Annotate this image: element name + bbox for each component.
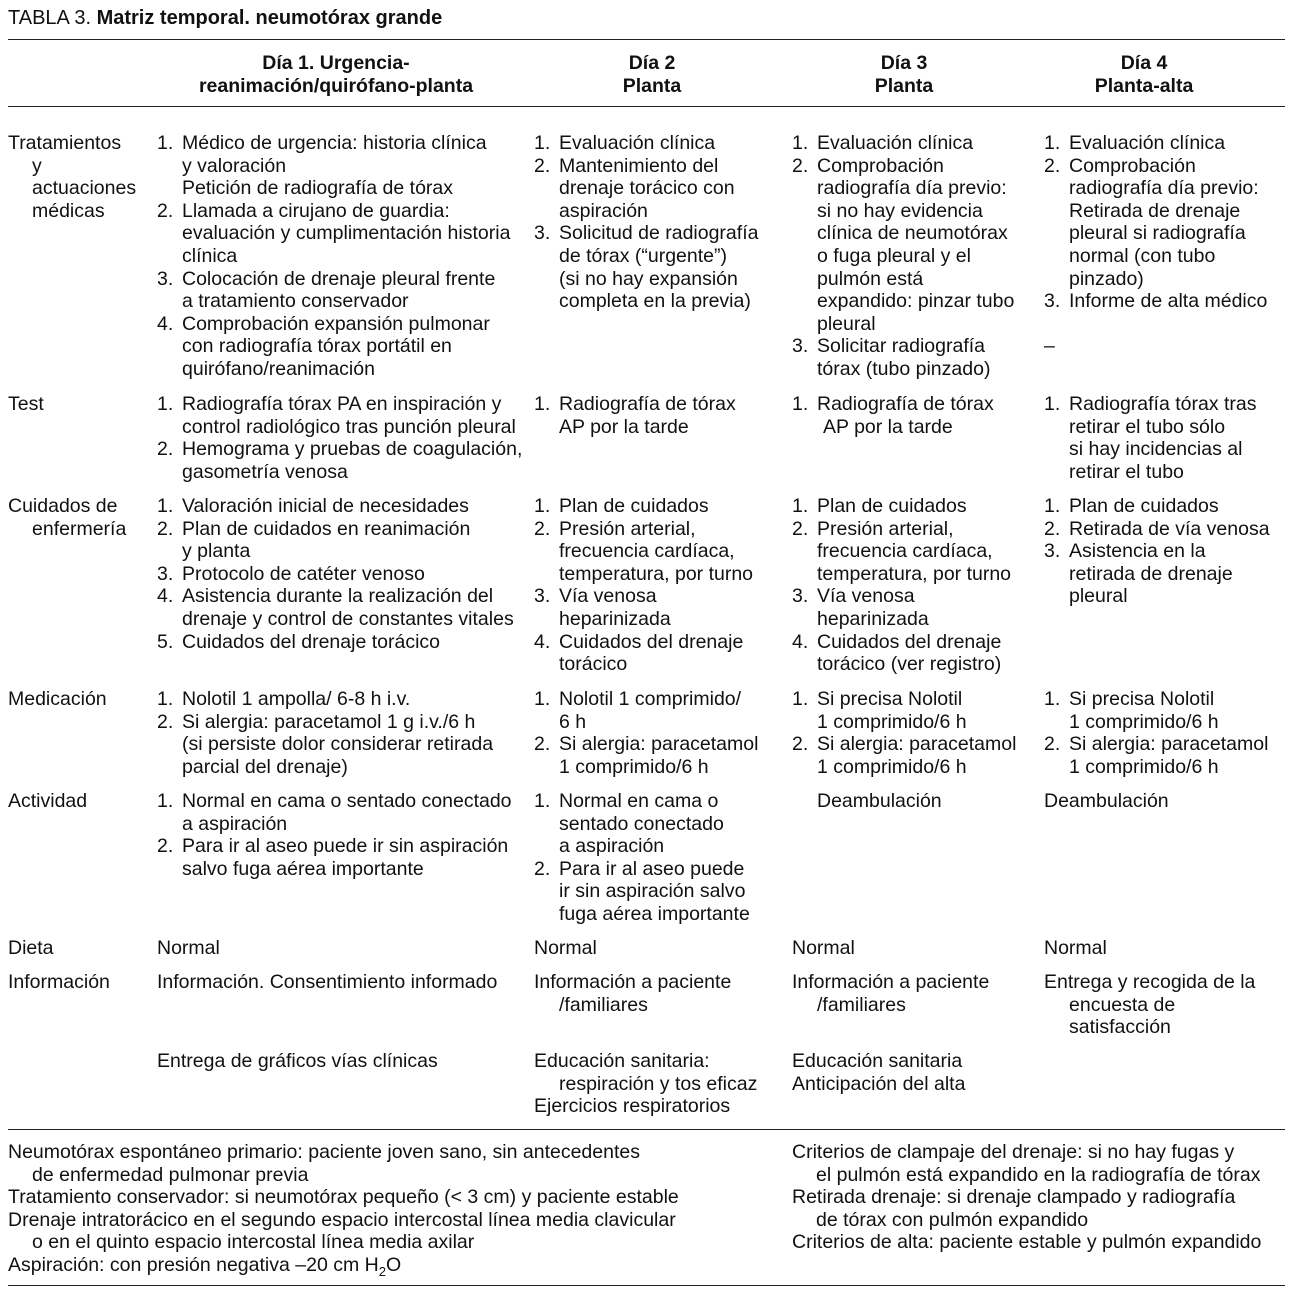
list-item bbox=[157, 631, 514, 654]
list-item bbox=[157, 438, 522, 483]
list-item bbox=[157, 313, 510, 381]
header-day-4 bbox=[1044, 52, 1244, 97]
item-line: 1 comprimido/6 h bbox=[817, 710, 967, 733]
item-line: Para ir al aseo puede ir sin aspiración bbox=[182, 835, 509, 858]
header-day-1-line-1: Día 1. Urgencia- bbox=[262, 52, 410, 74]
item-line: Vía venosa bbox=[817, 585, 915, 608]
cell-test-day-4 bbox=[1044, 393, 1257, 483]
list-item bbox=[157, 790, 512, 835]
item-line: Valoración inicial de necesidades bbox=[182, 495, 469, 517]
list-item bbox=[157, 711, 493, 779]
list-item bbox=[534, 858, 750, 926]
item-line: 6 h bbox=[559, 710, 587, 733]
list-item bbox=[1044, 155, 1267, 291]
cell-cuidados-day-4 bbox=[1044, 495, 1270, 608]
cell-line: Entrega y recogida de la bbox=[1044, 971, 1256, 993]
item-line: si no hay evidencia bbox=[817, 199, 983, 222]
item-line: heparinizada bbox=[559, 607, 671, 630]
cell-line: Anticipación del alta bbox=[792, 1072, 966, 1095]
item-number: 3. bbox=[157, 267, 174, 290]
item-line: aspiración bbox=[559, 199, 648, 222]
item-line: torácico bbox=[559, 653, 628, 676]
list-item bbox=[157, 688, 493, 711]
list-item bbox=[792, 733, 1016, 778]
header-day-4-line-2: Planta-alta bbox=[1094, 74, 1194, 97]
cell-informacion-day-3 bbox=[792, 971, 989, 1016]
item-line: y planta bbox=[182, 540, 251, 563]
item-number: 2. bbox=[1044, 517, 1061, 540]
list-item bbox=[1044, 132, 1267, 155]
item-line: frecuencia cardíaca, bbox=[559, 540, 735, 563]
item-line: a aspiración bbox=[559, 835, 665, 858]
item-line: con radiografía tórax portátil en bbox=[182, 335, 452, 358]
item-number: 3. bbox=[792, 335, 809, 358]
header-day-1-line-2: reanimación/quirófano-planta bbox=[198, 74, 474, 97]
item-number: 3. bbox=[1044, 290, 1061, 313]
cell-informacion2-day-2 bbox=[534, 1050, 757, 1118]
list-item bbox=[1044, 518, 1270, 541]
row-label-line: enfermería bbox=[32, 517, 127, 540]
cell-medicacion-day-1 bbox=[157, 688, 493, 778]
row-label-line: y bbox=[32, 154, 42, 177]
item-number: 2. bbox=[157, 438, 174, 461]
item-number: 3. bbox=[1044, 540, 1061, 563]
item-line: o fuga pleural y el bbox=[817, 244, 971, 267]
item-line: Si precisa Nolotil bbox=[1069, 688, 1215, 710]
item-line: AP por la tarde bbox=[823, 415, 953, 438]
row-label-cuidados bbox=[8, 495, 126, 540]
row-label-actividad bbox=[8, 790, 87, 813]
list-item bbox=[1044, 290, 1267, 313]
item-number: 1. bbox=[534, 495, 551, 517]
item-line: Petición de radiografía de tórax bbox=[182, 177, 454, 200]
list-item bbox=[792, 518, 1011, 586]
item-number: 2. bbox=[534, 733, 551, 756]
list-item bbox=[157, 132, 510, 200]
list-item bbox=[792, 132, 1014, 155]
cell-informacion-day-4 bbox=[1044, 971, 1255, 1039]
list-item bbox=[157, 393, 522, 438]
item-number: 1. bbox=[157, 132, 174, 154]
item-line: Presión arterial, bbox=[559, 517, 696, 540]
cell-cuidados-day-3 bbox=[792, 495, 1011, 676]
cell-actividad-day-4: Deambulación bbox=[1044, 790, 1169, 812]
footnote-line: el pulmón está expandido en la radiografía de tórax bbox=[816, 1163, 1261, 1186]
item-line: (si no hay expansión bbox=[559, 267, 738, 290]
list-item bbox=[1044, 495, 1270, 518]
item-line: Cuidados del drenaje bbox=[559, 630, 744, 653]
cell-line: Educación sanitaria bbox=[792, 1050, 963, 1072]
item-line: retirar el tubo bbox=[1069, 460, 1184, 483]
item-line: si hay incidencias al bbox=[1069, 438, 1243, 461]
footnote-line: de enfermedad pulmonar previa bbox=[32, 1163, 309, 1186]
row-label-test bbox=[8, 393, 44, 416]
footnote-line: Retirada drenaje: si drenaje clampado y radiografía bbox=[792, 1186, 1236, 1209]
cell-dieta-day-4: Normal bbox=[1044, 937, 1107, 959]
header-day-3 bbox=[804, 52, 1004, 97]
cell-tratamientos-day-3 bbox=[792, 132, 1014, 381]
item-number: 1. bbox=[534, 790, 551, 812]
header-rule bbox=[8, 106, 1285, 107]
item-line: Plan de cuidados en reanimación bbox=[182, 517, 471, 540]
list-item bbox=[157, 200, 510, 268]
list-item bbox=[157, 563, 514, 586]
header-day-4-line-1: Día 4 bbox=[1120, 52, 1168, 74]
item-number: 1. bbox=[792, 393, 809, 415]
item-number: 4. bbox=[157, 585, 174, 608]
cell-informacion2-day-1: Entrega de gráficos vías clínicas bbox=[157, 1050, 438, 1072]
header-day-2-line-1: Día 2 bbox=[628, 52, 676, 74]
item-number: 1. bbox=[792, 688, 809, 710]
list-item bbox=[534, 585, 753, 630]
item-line: tórax (tubo pinzado) bbox=[817, 357, 991, 380]
footnote-text: O bbox=[385, 1253, 402, 1276]
item-line: torácico (ver registro) bbox=[817, 653, 1002, 676]
list-item bbox=[1044, 688, 1268, 733]
item-number: 3. bbox=[792, 585, 809, 608]
item-line: Presión arterial, bbox=[817, 517, 954, 540]
list-item bbox=[792, 495, 1011, 518]
item-line: 1 comprimido/6 h bbox=[559, 755, 709, 778]
item-line: normal (con tubo bbox=[1069, 244, 1216, 267]
item-line: fuga aérea importante bbox=[559, 902, 750, 925]
header-day-3-line-1: Día 3 bbox=[880, 52, 928, 74]
cell-dieta-day-1: Normal bbox=[157, 937, 220, 959]
item-line: ir sin aspiración salvo bbox=[559, 880, 746, 903]
cell-medicacion-day-2 bbox=[534, 688, 758, 778]
item-line: Solicitud de radiografía bbox=[559, 222, 759, 245]
item-line: Normal en cama o bbox=[559, 790, 719, 812]
list-item bbox=[534, 222, 758, 312]
item-number: 1. bbox=[1044, 688, 1061, 710]
top-rule bbox=[8, 39, 1285, 40]
item-number: 4. bbox=[792, 630, 809, 653]
footnote-line: Neumotórax espontáneo primario: paciente joven sano, sin antecedentes bbox=[8, 1141, 640, 1163]
item-line: Retirada de vía venosa bbox=[1069, 517, 1270, 540]
table-caption bbox=[8, 6, 442, 30]
item-number: 2. bbox=[1044, 154, 1061, 177]
row-label-line: Cuidados de bbox=[8, 495, 118, 517]
item-line: Comprobación expansión pulmonar bbox=[182, 312, 490, 335]
list-item bbox=[1044, 540, 1270, 608]
cell-tratamientos-day-2 bbox=[534, 132, 758, 313]
cell-actividad-day-1 bbox=[157, 790, 512, 880]
item-line: Retirada de drenaje bbox=[1069, 199, 1241, 222]
item-line: Cuidados del drenaje torácico bbox=[182, 630, 440, 653]
item-number: 1. bbox=[157, 495, 174, 517]
item-line: Protocolo de catéter venoso bbox=[182, 562, 425, 585]
cell-test-day-3 bbox=[792, 393, 994, 438]
item-number: 1. bbox=[534, 393, 551, 415]
item-line: drenaje torácico con bbox=[559, 177, 735, 200]
row-label-dieta bbox=[8, 937, 54, 960]
header-day-2 bbox=[552, 52, 752, 97]
item-number: 2. bbox=[534, 857, 551, 880]
caption-prefix: TABLA 3. bbox=[8, 7, 97, 29]
list-item bbox=[534, 495, 753, 518]
item-number: 2. bbox=[1044, 733, 1061, 756]
cell-tratamientos-day-1 bbox=[157, 132, 510, 381]
list-item bbox=[157, 495, 514, 518]
cell-line: Información a paciente bbox=[534, 971, 732, 993]
item-line: Evaluación clínica bbox=[817, 132, 974, 154]
cell-test-day-2 bbox=[534, 393, 736, 438]
item-line: Plan de cuidados bbox=[559, 495, 709, 517]
list-item bbox=[157, 268, 510, 313]
list-item bbox=[534, 155, 758, 223]
item-line: Si alergia: paracetamol bbox=[1069, 733, 1269, 756]
list-item bbox=[534, 393, 736, 438]
row-label-line: actuaciones bbox=[32, 177, 137, 200]
item-line: Hemograma y pruebas de coagulación, bbox=[182, 438, 523, 461]
item-line: Normal en cama o sentado conectado bbox=[182, 790, 512, 812]
list-item bbox=[1044, 733, 1268, 778]
item-line: Radiografía tórax tras bbox=[1069, 393, 1257, 415]
item-line: 1 comprimido/6 h bbox=[1069, 710, 1219, 733]
list-item bbox=[534, 631, 753, 676]
item-number: 2. bbox=[792, 517, 809, 540]
item-number: 3. bbox=[534, 222, 551, 245]
item-line: Comprobación bbox=[817, 154, 944, 177]
cell-dieta-day-2: Normal bbox=[534, 937, 597, 959]
item-line: y valoración bbox=[182, 154, 287, 177]
row-label-line: médicas bbox=[32, 199, 105, 222]
item-number: 4. bbox=[157, 312, 174, 335]
row-label-line: Actividad bbox=[8, 790, 88, 812]
item-line: temperatura, por turno bbox=[817, 562, 1012, 585]
item-line: Nolotil 1 ampolla/ 6-8 h i.v. bbox=[182, 688, 411, 710]
list-item bbox=[792, 155, 1014, 336]
item-line: Evaluación clínica bbox=[1069, 132, 1226, 154]
item-number: 1. bbox=[792, 495, 809, 517]
item-line: 1 comprimido/6 h bbox=[1069, 755, 1219, 778]
item-line: de tórax (“urgente”) bbox=[559, 244, 727, 267]
footnote-line: o en el quinto espacio intercostal línea media axilar bbox=[32, 1231, 475, 1254]
item-number: 4. bbox=[534, 630, 551, 653]
cell-line: Información a paciente bbox=[792, 971, 990, 993]
item-line: Si precisa Nolotil bbox=[817, 688, 963, 710]
footnote-line: Tratamiento conservador: si neumotórax pequeño (< 3 cm) y paciente estable bbox=[8, 1186, 679, 1209]
cell-medicacion-day-3 bbox=[792, 688, 1016, 778]
dash-placeholder: – bbox=[1044, 335, 1055, 358]
item-line: parcial del drenaje) bbox=[182, 755, 348, 778]
item-line: 1 comprimido/6 h bbox=[817, 755, 967, 778]
cell-actividad-day-3: Deambulación bbox=[817, 790, 942, 812]
item-line: Asistencia en la bbox=[1069, 540, 1206, 563]
footer-rule bbox=[8, 1129, 1285, 1130]
item-number: 2. bbox=[157, 835, 174, 858]
list-item bbox=[157, 585, 514, 630]
item-line: drenaje y control de constantes vitales bbox=[182, 607, 514, 630]
cell-line: /familiares bbox=[817, 993, 906, 1016]
footnote-text: Aspiración: con presión negativa –20 cm H bbox=[8, 1253, 379, 1276]
item-number: 1. bbox=[1044, 393, 1061, 415]
cell-line: satisfacción bbox=[1069, 1016, 1171, 1039]
item-line: Evaluación clínica bbox=[559, 132, 716, 154]
item-line: control radiológico tras punción pleural bbox=[182, 415, 516, 438]
cell-medicacion-day-4 bbox=[1044, 688, 1268, 778]
item-number: 2. bbox=[157, 517, 174, 540]
item-line: expandido: pinzar tubo bbox=[817, 290, 1015, 313]
cell-line: /familiares bbox=[559, 993, 648, 1016]
footnote-aspiracion bbox=[8, 1254, 679, 1277]
cell-informacion-day-1: Información. Consentimiento informado bbox=[157, 971, 498, 993]
item-line: Nolotil 1 comprimido/ bbox=[559, 688, 742, 710]
item-number: 1. bbox=[534, 132, 551, 154]
item-line: Radiografía de tórax bbox=[817, 393, 994, 415]
item-line: frecuencia cardíaca, bbox=[817, 540, 993, 563]
row-label-tratamientos bbox=[8, 132, 136, 222]
item-line: Radiografía de tórax bbox=[559, 393, 736, 415]
header-day-2-line-2: Planta bbox=[622, 74, 682, 97]
list-item bbox=[792, 335, 1014, 380]
item-line: Plan de cuidados bbox=[1069, 495, 1219, 517]
item-line: Si alergia: paracetamol bbox=[817, 733, 1017, 756]
item-number: 1. bbox=[534, 688, 551, 710]
cell-test-day-1 bbox=[157, 393, 522, 483]
item-number: 1. bbox=[792, 132, 809, 154]
row-label-informacion bbox=[8, 971, 110, 994]
cell-informacion2-day-3 bbox=[792, 1050, 965, 1095]
item-line: Médico de urgencia: historia clínica bbox=[182, 132, 487, 154]
list-item bbox=[157, 518, 514, 563]
header-day-1 bbox=[157, 52, 515, 97]
row-label-line: Medicación bbox=[8, 688, 107, 710]
item-line: Para ir al aseo puede bbox=[559, 857, 745, 880]
bottom-rule bbox=[8, 1285, 1285, 1286]
subscript: 2 bbox=[378, 1263, 386, 1279]
list-item bbox=[534, 688, 758, 733]
cell-line: respiración y tos eficaz bbox=[559, 1072, 758, 1095]
cell-cuidados-day-1 bbox=[157, 495, 514, 653]
list-item bbox=[792, 393, 994, 438]
item-line: pinzado) bbox=[1069, 267, 1144, 290]
list-item bbox=[792, 585, 1011, 630]
cell-dieta-day-3: Normal bbox=[792, 937, 855, 959]
footnote-line: Drenaje intratorácico en el segundo espacio intercostal línea media clavicular bbox=[8, 1208, 676, 1231]
item-line: Informe de alta médico bbox=[1069, 290, 1268, 313]
item-line: Colocación de drenaje pleural frente bbox=[182, 267, 496, 290]
item-number: 2. bbox=[534, 154, 551, 177]
item-line: quirófano/reanimación bbox=[182, 357, 375, 380]
item-line: retirar el tubo sólo bbox=[1069, 415, 1226, 438]
item-line: a aspiración bbox=[182, 812, 288, 835]
item-line: Radiografía tórax PA en inspiración y bbox=[182, 393, 502, 415]
item-line: AP por la tarde bbox=[559, 415, 689, 438]
row-label-line: Test bbox=[8, 393, 44, 415]
item-line: gasometría venosa bbox=[182, 460, 348, 483]
item-line: Solicitar radiografía bbox=[817, 335, 985, 358]
item-line: completa en la previa) bbox=[559, 290, 751, 313]
row-label-line: Dieta bbox=[8, 937, 54, 959]
item-line: Plan de cuidados bbox=[817, 495, 967, 517]
item-number: 5. bbox=[157, 630, 174, 653]
item-line: Vía venosa bbox=[559, 585, 657, 608]
item-number: 1. bbox=[157, 688, 174, 710]
cell-informacion-day-2 bbox=[534, 971, 731, 1016]
item-line: temperatura, por turno bbox=[559, 562, 754, 585]
item-number: 1. bbox=[157, 393, 174, 415]
item-line: pleural bbox=[1069, 585, 1128, 608]
item-line: clínica de neumotórax bbox=[817, 222, 1008, 245]
footnotes-right bbox=[792, 1141, 1261, 1254]
item-number: 1. bbox=[1044, 495, 1061, 517]
item-number: 2. bbox=[534, 517, 551, 540]
item-number: 1. bbox=[157, 790, 174, 812]
list-item bbox=[534, 733, 758, 778]
list-item bbox=[534, 790, 750, 858]
list-item bbox=[157, 835, 512, 880]
list-item bbox=[534, 518, 753, 586]
item-line: Si alergia: paracetamol bbox=[559, 733, 759, 756]
list-item bbox=[1044, 393, 1257, 483]
item-line: Comprobación bbox=[1069, 154, 1196, 177]
row-label-line: Información bbox=[8, 971, 110, 993]
list-item bbox=[792, 688, 1016, 733]
footnote-line: de tórax con pulmón expandido bbox=[816, 1208, 1089, 1231]
row-label-line: Tratamientos bbox=[8, 132, 122, 154]
row-label-medicacion bbox=[8, 688, 107, 711]
item-number: 2. bbox=[792, 154, 809, 177]
header-day-3-line-2: Planta bbox=[874, 74, 934, 97]
item-number: 2. bbox=[157, 710, 174, 733]
item-line: salvo fuga aérea importante bbox=[182, 857, 424, 880]
item-line: retirada de drenaje bbox=[1069, 562, 1233, 585]
item-line: (si persiste dolor considerar retirada bbox=[182, 733, 494, 756]
caption-title: Matriz temporal. neumotórax grande bbox=[96, 7, 443, 29]
item-line: heparinizada bbox=[817, 607, 929, 630]
footnotes-left bbox=[8, 1141, 679, 1277]
item-line: radiografía día previo: bbox=[1069, 177, 1259, 200]
item-number: 2. bbox=[792, 733, 809, 756]
cell-line: Educación sanitaria: bbox=[534, 1050, 710, 1072]
footnote-line: Criterios de alta: paciente estable y pulmón expandido bbox=[792, 1231, 1262, 1254]
item-line: clínica bbox=[182, 244, 238, 267]
item-number: 3. bbox=[534, 585, 551, 608]
cell-line: encuesta de bbox=[1069, 993, 1176, 1016]
cell-cuidados-day-2 bbox=[534, 495, 753, 676]
item-line: pleural bbox=[817, 312, 876, 335]
item-line: evaluación y cumplimentación historia bbox=[182, 222, 511, 245]
item-line: sentado conectado bbox=[559, 812, 724, 835]
list-item bbox=[792, 631, 1011, 676]
item-number: 1. bbox=[1044, 132, 1061, 154]
item-number: 2. bbox=[157, 199, 174, 222]
item-line: radiografía día previo: bbox=[817, 177, 1007, 200]
footnote-line: Criterios de clampaje del drenaje: si no hay fugas y bbox=[792, 1141, 1235, 1163]
item-number: 3. bbox=[157, 562, 174, 585]
cell-line: Ejercicios respiratorios bbox=[534, 1095, 731, 1118]
item-line: Cuidados del drenaje bbox=[817, 630, 1002, 653]
item-line: a tratamiento conservador bbox=[182, 290, 409, 313]
item-line: Si alergia: paracetamol 1 g i.v./6 h bbox=[182, 710, 476, 733]
cell-tratamientos-day-4 bbox=[1044, 132, 1267, 358]
item-line: Mantenimiento del bbox=[559, 154, 719, 177]
item-line: Llamada a cirujano de guardia: bbox=[182, 199, 450, 222]
item-line: pulmón está bbox=[817, 267, 924, 290]
item-line: Asistencia durante la realización del bbox=[182, 585, 494, 608]
item-line: pleural si radiografía bbox=[1069, 222, 1246, 245]
list-item bbox=[534, 132, 758, 155]
cell-actividad-day-2 bbox=[534, 790, 750, 926]
